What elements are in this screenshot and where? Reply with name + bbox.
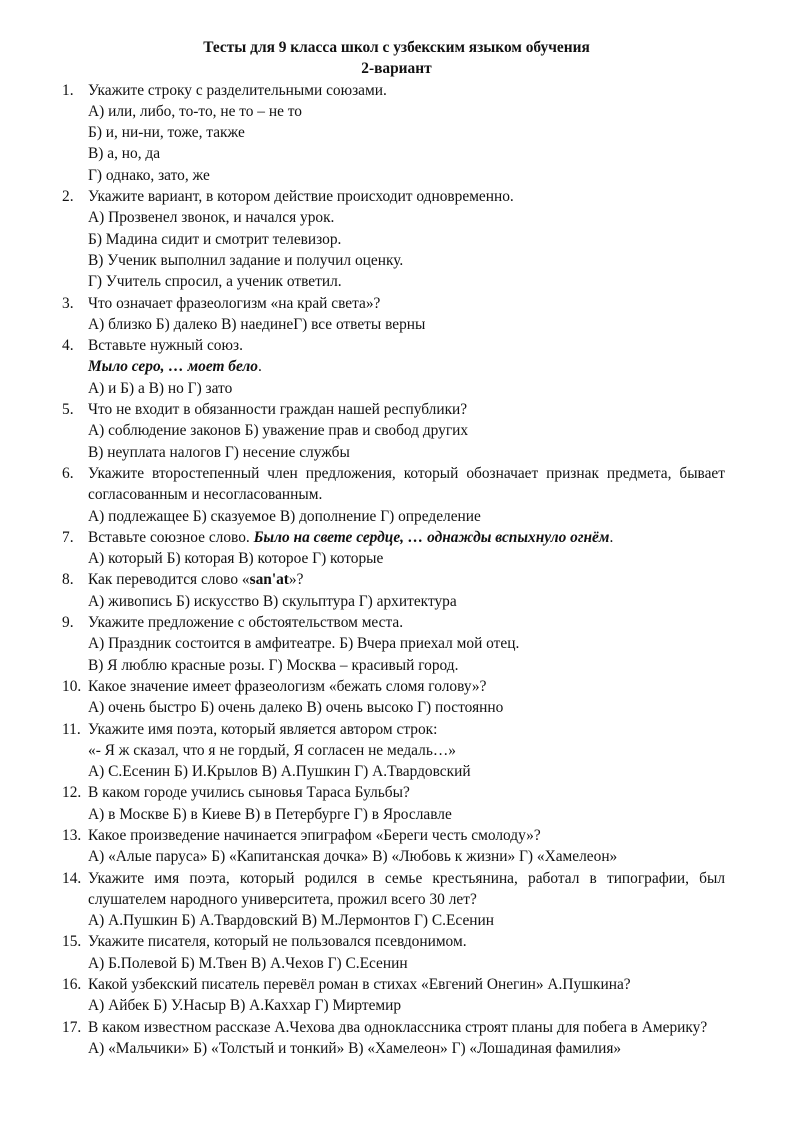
- answer-option: А) А.Пушкин Б) А.Твардовский В) М.Лермонтов Г) С.Есенин: [88, 912, 494, 930]
- question-13: [62, 825, 725, 868]
- answer-option: А) Прозвенел звонок, и начался урок.: [88, 209, 335, 227]
- answer-option: А) «Мальчики» Б) «Толстый и тонкий» В) «Хамелеон» Г) «Лошадиная фамилия»: [88, 1039, 622, 1057]
- answer-option: А) очень быстро Б) очень далеко В) очень высоко Г) постоянно: [88, 699, 504, 717]
- question-number: 8.: [62, 571, 74, 589]
- question-7: [62, 527, 725, 570]
- answer-option: А) близко Б) далеко В) наединеГ) все ответы верны: [88, 315, 426, 333]
- question-text-line: [88, 569, 725, 590]
- example-text: Мыло серо, … моет бело: [88, 358, 258, 376]
- answer-option: А) Б.Полевой Б) М.Твен В) А.Чехов Г) С.Есенин: [88, 954, 408, 972]
- answer-option: А) соблюдение законов Б) уважение прав и свобод других: [88, 422, 469, 440]
- question-text: Укажите писателя, который не пользовался псевдонимом.: [88, 933, 467, 951]
- question-3: [62, 293, 725, 336]
- answer-option: А) Айбек Б) У.Насыр В) А.Каххар Г) Миртемир: [88, 997, 402, 1015]
- question-number: 14.: [62, 869, 82, 887]
- question-text: Какой узбекский писатель перевёл роман в стихах «Евгений Онегин» А.Пушкина?: [88, 976, 631, 994]
- question-text: Укажите строку с разделительными союзами.: [88, 81, 387, 99]
- question-text: Вставьте союзное слово.: [88, 528, 250, 546]
- question-number: 12.: [62, 784, 82, 802]
- question-number: 2.: [62, 188, 74, 206]
- question-number: 4.: [62, 337, 74, 355]
- question-number: 17.: [62, 1018, 82, 1036]
- question-5: [62, 399, 725, 463]
- answer-option: Б) Мадина сидит и смотрит телевизор.: [88, 230, 342, 248]
- answer-option: А) который Б) которая В) которое Г) которые: [88, 550, 384, 568]
- emphasized-sentence: Было на свете сердце, … однажды вспыхнуло огнём: [253, 528, 610, 546]
- question-number: 3.: [62, 294, 74, 312]
- question-number: 13.: [62, 826, 82, 844]
- answer-option: В) а, но, да: [88, 145, 161, 163]
- quoted-lines: «- Я ж сказал, что я не гордый, Я согласен не медаль…»: [88, 741, 456, 759]
- question-6: [62, 463, 725, 527]
- question-number: 9.: [62, 614, 74, 632]
- question-text: Вставьте нужный союз.: [88, 337, 243, 355]
- answer-option: Б) и, ни-ни, тоже, также: [88, 124, 245, 142]
- question-text: Что означает фразеологизм «на край света»?: [88, 294, 381, 312]
- question-number: 15.: [62, 933, 82, 951]
- question-text: В каком городе учились сыновья Тараса Бульбы?: [88, 784, 410, 802]
- question-text: Укажите предложение с обстоятельством места.: [88, 614, 404, 632]
- answer-option: А) С.Есенин Б) И.Крылов В) А.Пушкин Г) А.Твардовский: [88, 763, 471, 781]
- question-number: 11.: [62, 720, 81, 738]
- question-number: 10.: [62, 677, 82, 695]
- question-text-pre: Как переводится слово «: [88, 571, 250, 589]
- question-2: [62, 186, 725, 292]
- document-title: Тесты для 9 класса школ с узбекским языком обучения: [203, 39, 590, 56]
- variant-label: 2-вариант: [361, 60, 432, 78]
- question-text-post: »?: [288, 571, 304, 589]
- question-text: Укажите имя поэта, который родился в семье крестьянина, работал в типографии, был слушателем народного университета, прожил всего 30 лет?: [88, 869, 725, 908]
- answer-option: А) или, либо, то-то, не то – не то: [88, 102, 302, 120]
- answer-option: А) и Б) а В) но Г) зато: [88, 379, 233, 397]
- question-15: [62, 931, 725, 974]
- question-text: Что не входит в обязанности граждан нашей республики?: [88, 401, 468, 419]
- answer-option: Г) однако, зато, же: [88, 166, 210, 184]
- question-number: 5.: [62, 401, 74, 419]
- answer-option: В) Я люблю красные розы. Г) Москва – красивый город.: [88, 656, 459, 674]
- question-12: [62, 782, 725, 825]
- question-text: Какое значение имеет фразеологизм «бежать сломя голову»?: [88, 677, 487, 695]
- question-number: 16.: [62, 976, 82, 994]
- question-16: [62, 974, 725, 1017]
- example-sentence: [88, 356, 725, 377]
- example-tail: .: [258, 358, 262, 376]
- question-text-line: [88, 527, 725, 548]
- question-text: Укажите второстепенный член предложения, который обозначает признак предмета, бывает согласованным и несогласованным.: [88, 464, 725, 504]
- answer-option: Г) Учитель спросил, а ученик ответил.: [88, 273, 342, 291]
- question-11: [62, 719, 725, 783]
- question-9: [62, 612, 725, 676]
- answer-option: А) подлежащее Б) сказуемое В) дополнение Г) определение: [88, 507, 481, 525]
- answer-option: А) Праздник состоится в амфитеатре. Б) Вчера приехал мой отец.: [88, 635, 520, 653]
- question-text: Укажите вариант, в котором действие происходит одновременно.: [88, 188, 514, 206]
- answer-option: В) Ученик выполнил задание и получил оценку.: [88, 251, 404, 269]
- question-1: [62, 80, 725, 186]
- question-text: Укажите имя поэта, который является автором строк:: [88, 720, 438, 738]
- question-number: 6.: [62, 464, 74, 482]
- question-10: [62, 676, 725, 719]
- emphasized-tail: .: [609, 528, 614, 546]
- question-number: 7.: [62, 528, 74, 546]
- question-text: В каком известном рассказе А.Чехова два одноклассника строят планы для побега в Америку?: [88, 1018, 708, 1036]
- question-number: 1.: [62, 81, 74, 99]
- answer-option: В) неуплата налогов Г) несение службы: [88, 443, 350, 461]
- answer-option: А) в Москве Б) в Киеве В) в Петербурге Г) в Ярославле: [88, 805, 452, 823]
- question-text: Какое произведение начинается эпиграфом «Береги честь смолоду»?: [88, 826, 541, 844]
- question-4: [62, 335, 725, 399]
- translated-word: san'at: [249, 571, 289, 589]
- question-17: [62, 1017, 725, 1060]
- question-8: [62, 569, 725, 612]
- answer-option: А) «Алые паруса» Б) «Капитанская дочка» В) «Любовь к жизни» Г) «Хамелеон»: [88, 848, 618, 866]
- question-14: [62, 868, 725, 932]
- answer-option: А) живопись Б) искусство В) скульптура Г) архитектура: [88, 592, 457, 610]
